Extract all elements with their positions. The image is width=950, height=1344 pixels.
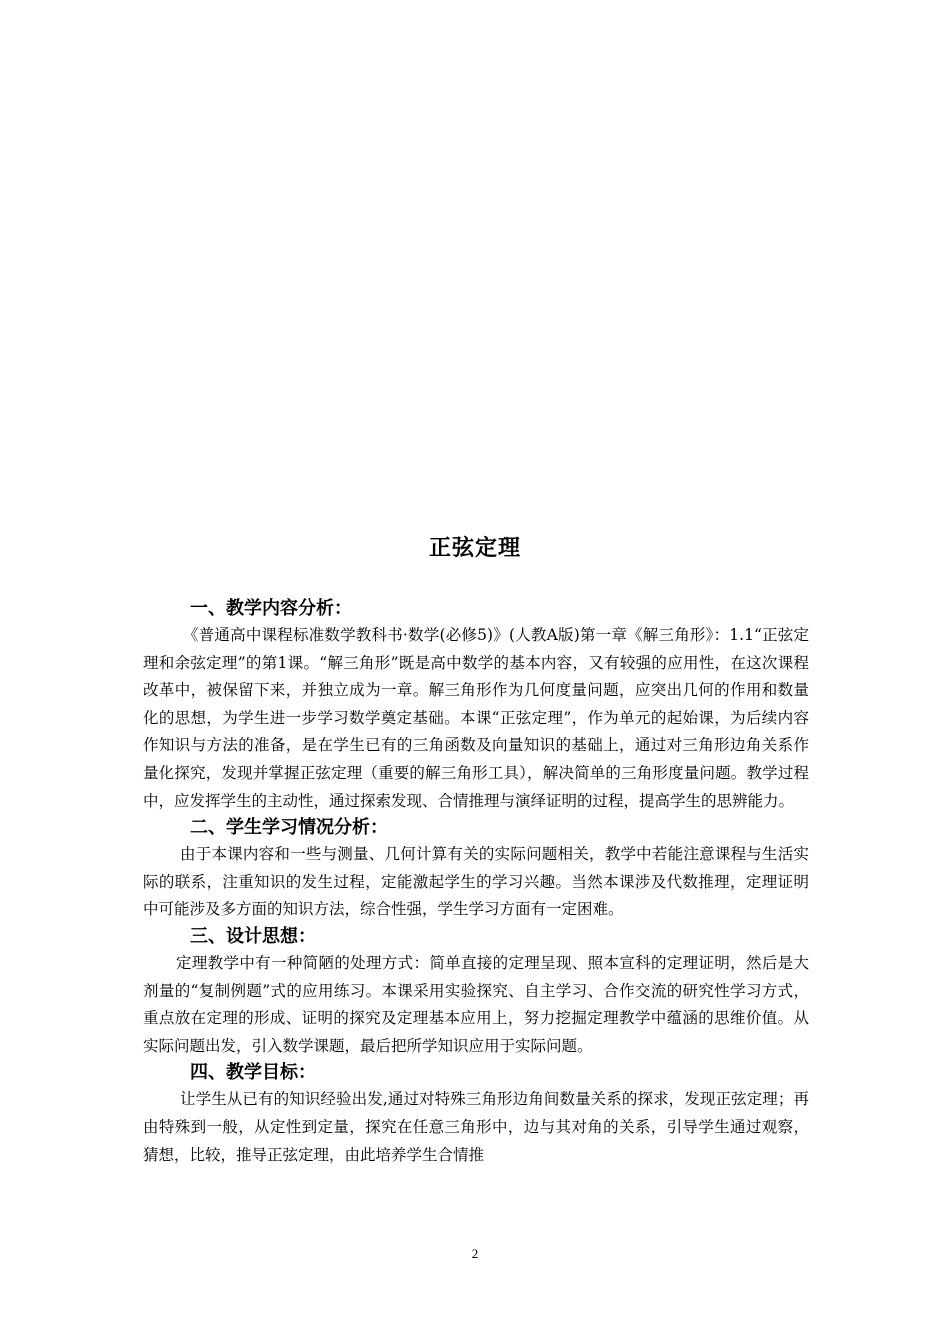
section-heading-design-ideas: 三、设计思想： [190,925,316,947]
section-paragraph-student-analysis: 由于本课内容和一些与测量、几何计算有关的实际问题相关，教学中若能注意课程与生活实际的联系，注重知识的发生过程，定能激起学生的学习兴趣。当然本课涉及代数推理，定理证明中可能涉及多方面的知识方法，综合性强，学生学习方面有一定困难。 [143,845,809,919]
section-heading-student-analysis: 二、学生学习情况分析： [190,817,388,839]
page-number: 2 [471,1246,479,1261]
section-paragraph-content-analysis: 《普通高中课程标准数学教科书·数学(必修5)》(人教A版)第一章《解三角形》：1.1“正弦定理和余弦定理”的第1课。“解三角形”既是高中数学的基本内容，又有较强的应用性，在这次课程改革中，被保留下来，并独立成为一章。解三角形作为几何度量问题，应突出几何的作用和数量化的思想，为学生进一步学习数学奠定基础。本课“正弦定理”，作为单元的起始课，为后续内容作知识与方法的准备，是在学生已有的三角函数及向量知识的基础上，通过对三角形边角关系作量化探究，发现并掌握正弦定理（重要的解三角形工具），解决简单的三角形度量问题。教学过程中，应发挥学生的主动性，通过探索发现、合情推理与演绎证明的过程，提高学生的思辨能力。 [143,626,809,810]
document-body [143,596,809,1169]
section-paragraph-design-ideas: 定理教学中有一种简陋的处理方式：简单直接的定理呈现、照本宣科的定理证明，然后是大剂量的“复制例题”式的应用练习。本课采用实验探究、自主学习、合作交流的研究性学习方式，重点放在定理的形成、证明的探究及定理基本应用上，努力挖掘定理教学中蕴涵的思维价值。从实际问题出发，引入数学课题，最后把所学知识应用于实际问题。 [143,953,809,1055]
document-title: 正弦定理 [428,536,521,561]
section-heading-content-analysis: 一、教学内容分析： [190,598,352,619]
section-heading-teaching-goals: 四、教学目标： [190,1062,316,1084]
section-paragraph-teaching-goals: 让学生从已有的知识经验出发,通过对特殊三角形边角间数量关系的探求，发现正弦定理；再由特殊到一般，从定性到定量，探究在任意三角形中，边与其对角的关系，引导学生通过观察，猜想，比较，推导正弦定理，由此培养学生合情推 [143,1090,809,1164]
